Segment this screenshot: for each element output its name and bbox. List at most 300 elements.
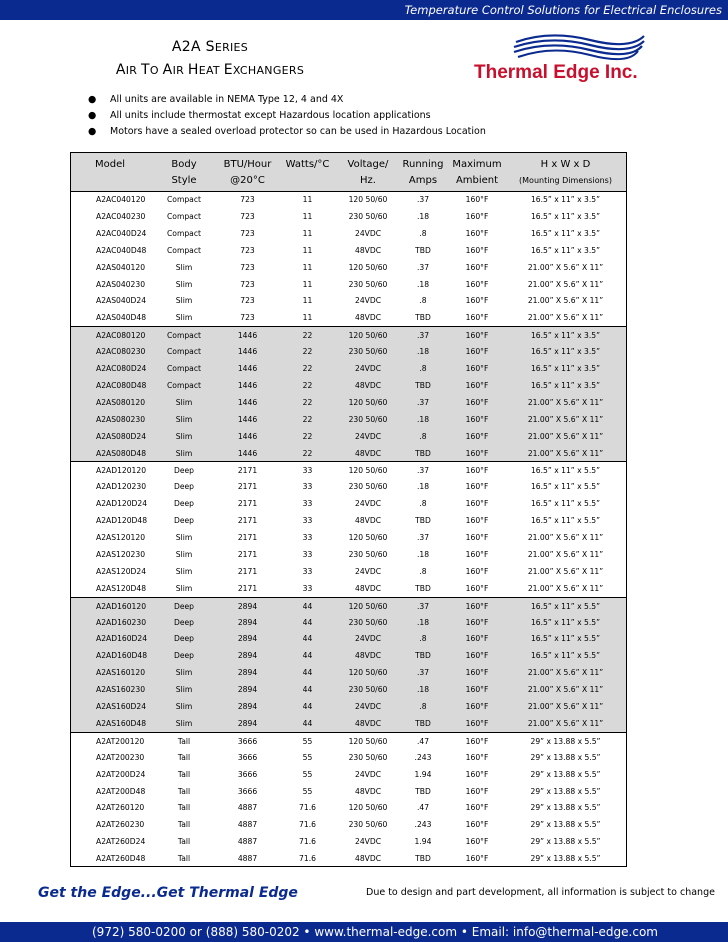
cell-amps: .18 xyxy=(416,414,430,424)
cell-voltage: 24VDC xyxy=(354,364,381,373)
cell-body-style: Tall xyxy=(177,854,191,864)
table-row xyxy=(71,208,626,225)
cell-amps: 1.94 xyxy=(414,769,432,779)
cell-voltage: 48VDC xyxy=(354,786,381,796)
cell-dimensions: 16.5” x 11” x 3.5” xyxy=(530,228,601,238)
cell-dimensions: 29” x 13.88 x 5.5” xyxy=(530,736,601,746)
cell-ambient: 160°F xyxy=(465,331,489,341)
cell-voltage: 120 50/60 xyxy=(348,601,388,611)
cell-model: A2AS120D24 xyxy=(96,566,147,576)
cell-amps: .8 xyxy=(419,499,427,509)
cell-ambient: 160°F xyxy=(465,601,489,611)
cell-dimensions: 16.5” x 11” x 5.5” xyxy=(530,466,601,476)
cell-watts: 33 xyxy=(302,482,313,492)
cell-dimensions: 16.5” x 11” x 3.5” xyxy=(530,331,601,341)
table-row xyxy=(71,360,626,377)
cell-body-style: Slim xyxy=(175,279,193,289)
cell-voltage: 120 50/60 xyxy=(348,397,388,407)
cell-body-style: Slim xyxy=(175,583,193,593)
cell-amps: .37 xyxy=(416,533,430,542)
cell-model: A2AS160230 xyxy=(96,685,146,695)
cell-body-style: Slim xyxy=(175,533,193,542)
cell-voltage: 48VDC xyxy=(354,854,381,864)
cell-btu: 723 xyxy=(240,245,255,255)
cell-btu: 2171 xyxy=(237,566,258,576)
cell-voltage: 24VDC xyxy=(354,228,381,238)
cell-btu: 2894 xyxy=(237,685,258,695)
cell-btu: 723 xyxy=(240,279,255,289)
bullet-icon: ● xyxy=(88,94,97,105)
cell-ambient: 160°F xyxy=(465,211,489,221)
table-row xyxy=(71,681,626,698)
cell-model: A2AC040230 xyxy=(96,211,146,221)
cell-amps: .37 xyxy=(416,397,430,407)
cell-dimensions: 21.00” X 5.6” X 11” xyxy=(527,414,604,424)
cell-model: A2AC040D48 xyxy=(96,245,147,255)
cell-btu: 723 xyxy=(240,228,255,238)
list-item: ● All units are available in NEMA Type 12, 4 and 4X xyxy=(88,92,486,108)
cell-voltage: 230 50/60 xyxy=(348,752,388,762)
cell-body-style: Slim xyxy=(175,668,193,678)
cell-watts: 71.6 xyxy=(299,820,316,830)
cell-watts: 71.6 xyxy=(299,837,316,847)
cell-voltage: 24VDC xyxy=(354,634,381,644)
cell-amps: .18 xyxy=(416,279,430,289)
cell-voltage: 230 50/60 xyxy=(348,347,388,357)
spec-table xyxy=(70,152,627,867)
contact-bar xyxy=(0,922,728,942)
cell-btu: 723 xyxy=(240,211,255,221)
cell-voltage: 24VDC xyxy=(354,499,381,509)
title-line-1: A2A SERIES xyxy=(171,39,249,55)
cell-model: A2AS120230 xyxy=(96,549,146,559)
cell-watts: 22 xyxy=(302,331,313,341)
cell-ambient: 160°F xyxy=(465,617,489,627)
cell-watts: 44 xyxy=(302,634,313,644)
cell-amps: TBD xyxy=(415,583,431,593)
cell-ambient: 160°F xyxy=(465,752,489,762)
cell-ambient: 160°F xyxy=(465,397,489,407)
cell-ambient: 160°F xyxy=(465,566,489,576)
cell-dimensions: 21.00” X 5.6” X 11” xyxy=(527,549,604,559)
cell-model: A2AS120120 xyxy=(96,533,146,542)
cell-model: A2AS080D24 xyxy=(96,431,147,441)
cell-amps: TBD xyxy=(415,448,431,458)
cell-watts: 33 xyxy=(302,516,313,526)
table-row xyxy=(71,478,626,495)
cell-ambient: 160°F xyxy=(465,296,489,306)
cell-ambient: 160°F xyxy=(465,380,489,390)
cell-dimensions: 21.00” X 5.6” X 11” xyxy=(527,702,604,711)
header-amps: Running Amps xyxy=(402,159,444,186)
cell-model: A2AT200D48 xyxy=(96,786,146,796)
table-row xyxy=(71,546,626,563)
cell-amps: .18 xyxy=(416,685,430,695)
cell-watts: 22 xyxy=(302,364,313,373)
cell-amps: TBD xyxy=(415,854,431,864)
header-voltage: Voltage/ Hz. xyxy=(347,159,389,186)
cell-model: A2AS080230 xyxy=(96,414,146,424)
table-row xyxy=(71,428,626,445)
cell-watts: 11 xyxy=(302,279,313,289)
table-row xyxy=(71,614,626,631)
cell-body-style: Tall xyxy=(177,736,191,746)
cell-model: A2AT260D24 xyxy=(96,837,146,847)
table-row xyxy=(71,309,626,326)
cell-dimensions: 21.00” X 5.6” X 11” xyxy=(527,279,604,289)
table-row xyxy=(71,326,626,344)
cell-watts: 44 xyxy=(302,718,313,728)
table-row xyxy=(71,529,626,546)
feature-list xyxy=(88,92,486,140)
cell-watts: 33 xyxy=(302,583,313,593)
cell-ambient: 160°F xyxy=(465,414,489,424)
cell-amps: .18 xyxy=(416,617,430,627)
cell-btu: 2171 xyxy=(237,549,258,559)
table-row xyxy=(71,259,626,276)
cell-amps: .8 xyxy=(419,228,427,238)
cell-dimensions: 29” x 13.88 x 5.5” xyxy=(530,854,601,864)
cell-dimensions: 29” x 13.88 x 5.5” xyxy=(530,769,601,779)
cell-voltage: 120 50/60 xyxy=(348,195,388,204)
cell-voltage: 120 50/60 xyxy=(348,803,388,813)
cell-body-style: Tall xyxy=(177,803,191,813)
cell-body-style: Tall xyxy=(177,820,191,830)
cell-amps: TBD xyxy=(415,516,431,526)
cell-ambient: 160°F xyxy=(465,820,489,830)
cell-body-style: Slim xyxy=(175,262,193,272)
cell-watts: 11 xyxy=(302,262,313,272)
series-title xyxy=(100,36,320,82)
cell-btu: 3666 xyxy=(237,736,258,746)
cell-watts: 33 xyxy=(302,533,313,542)
bullet-icon: ● xyxy=(88,126,97,137)
table-row xyxy=(71,580,626,597)
cell-watts: 55 xyxy=(302,786,313,796)
cell-model: A2AD120D24 xyxy=(96,499,148,509)
cell-model: A2AS120D48 xyxy=(96,583,147,593)
table-row xyxy=(71,512,626,529)
cell-ambient: 160°F xyxy=(465,736,489,746)
cell-dimensions: 21.00” X 5.6” X 11” xyxy=(527,668,604,678)
cell-voltage: 24VDC xyxy=(354,769,381,779)
cell-ambient: 160°F xyxy=(465,516,489,526)
cell-watts: 71.6 xyxy=(299,854,316,864)
title-line-2: AIR TO AIR HEAT EXCHANGERS xyxy=(115,62,305,78)
cell-body-style: Slim xyxy=(175,566,193,576)
cell-dimensions: 16.5” x 11” x 5.5” xyxy=(530,651,601,661)
cell-btu: 2894 xyxy=(237,617,258,627)
cell-amps: 1.94 xyxy=(414,837,432,847)
cell-btu: 2171 xyxy=(237,583,258,593)
cell-btu: 2894 xyxy=(237,651,258,661)
table-row xyxy=(71,242,626,259)
cell-btu: 3666 xyxy=(237,752,258,762)
cell-voltage: 120 50/60 xyxy=(348,668,388,678)
cell-amps: .18 xyxy=(416,482,430,492)
cell-voltage: 230 50/60 xyxy=(348,685,388,695)
cell-model: A2AD120D48 xyxy=(96,516,148,526)
cell-btu: 1446 xyxy=(237,414,258,424)
table-row xyxy=(71,445,626,462)
cell-model: A2AD160D24 xyxy=(96,634,148,644)
cell-watts: 44 xyxy=(302,651,313,661)
table-row xyxy=(71,563,626,580)
cell-dimensions: 21.00” X 5.6” X 11” xyxy=(527,397,604,407)
cell-body-style: Compact xyxy=(167,331,201,341)
cell-body-style: Compact xyxy=(167,245,201,255)
cell-btu: 2171 xyxy=(237,516,258,526)
tagline: Temperature Control Solutions for Electrical Enclosures xyxy=(404,3,722,17)
cell-body-style: Slim xyxy=(175,313,193,323)
cell-ambient: 160°F xyxy=(465,583,489,593)
logo-text: Thermal Edge Inc. xyxy=(474,62,638,83)
cell-btu: 2894 xyxy=(237,718,258,728)
cell-voltage: 120 50/60 xyxy=(348,262,388,272)
cell-body-style: Compact xyxy=(167,347,201,357)
cell-ambient: 160°F xyxy=(465,549,489,559)
cell-voltage: 230 50/60 xyxy=(348,279,388,289)
cell-watts: 11 xyxy=(302,245,313,255)
header-ambient: Maximum Ambient xyxy=(452,159,502,186)
cell-watts: 55 xyxy=(302,736,313,746)
cell-dimensions: 21.00” X 5.6” X 11” xyxy=(527,448,604,458)
cell-ambient: 160°F xyxy=(465,786,489,796)
cell-btu: 3666 xyxy=(237,786,258,796)
cell-btu: 2894 xyxy=(237,668,258,678)
cell-amps: .18 xyxy=(416,347,430,357)
cell-btu: 723 xyxy=(240,262,255,272)
cell-model: A2AS080120 xyxy=(96,397,146,407)
table-header xyxy=(71,153,626,192)
cell-dimensions: 21.00” X 5.6” X 11” xyxy=(527,296,604,306)
table-row xyxy=(71,276,626,293)
cell-amps: .8 xyxy=(419,296,427,306)
cell-amps: .37 xyxy=(416,601,430,611)
cell-amps: .37 xyxy=(416,331,430,341)
cell-amps: TBD xyxy=(415,380,431,390)
cell-dimensions: 21.00” X 5.6” X 11” xyxy=(527,533,604,542)
cell-model: A2AC080230 xyxy=(96,347,146,357)
cell-dimensions: 16.5” x 11” x 5.5” xyxy=(530,516,601,526)
disclaimer: Due to design and part development, all information is subject to change xyxy=(366,887,715,898)
cell-voltage: 24VDC xyxy=(354,837,381,847)
cell-voltage: 120 50/60 xyxy=(348,331,388,341)
cell-watts: 33 xyxy=(302,499,313,509)
cell-btu: 2894 xyxy=(237,634,258,644)
cell-ambient: 160°F xyxy=(465,718,489,728)
cell-body-style: Deep xyxy=(173,617,194,627)
cell-watts: 11 xyxy=(302,313,313,323)
cell-body-style: Slim xyxy=(175,296,193,306)
cell-ambient: 160°F xyxy=(465,668,489,678)
cell-btu: 2171 xyxy=(237,499,258,509)
cell-ambient: 160°F xyxy=(465,313,489,323)
cell-ambient: 160°F xyxy=(465,482,489,492)
cell-model: A2AC080D48 xyxy=(96,380,147,390)
cell-dimensions: 21.00” X 5.6” X 11” xyxy=(527,566,604,576)
cell-watts: 71.6 xyxy=(299,803,316,813)
cell-voltage: 230 50/60 xyxy=(348,820,388,830)
cell-dimensions: 16.5” x 11” x 5.5” xyxy=(530,482,601,492)
cell-dimensions: 16.5” x 11” x 3.5” xyxy=(530,364,601,373)
cell-amps: TBD xyxy=(415,718,431,728)
cell-body-style: Slim xyxy=(175,414,193,424)
cell-btu: 4887 xyxy=(237,803,258,813)
cell-amps: TBD xyxy=(415,313,431,323)
cell-dimensions: 16.5” x 11” x 5.5” xyxy=(530,634,601,644)
cell-ambient: 160°F xyxy=(465,651,489,661)
cell-ambient: 160°F xyxy=(465,262,489,272)
cell-dimensions: 16.5” x 11” x 3.5” xyxy=(530,211,601,221)
cell-watts: 11 xyxy=(302,195,313,204)
table-row xyxy=(71,597,626,615)
cell-ambient: 160°F xyxy=(465,837,489,847)
table-row xyxy=(71,732,626,750)
cell-btu: 3666 xyxy=(237,769,258,779)
header-btu: BTU/Hour @20°C xyxy=(223,159,272,186)
table-row xyxy=(71,816,626,833)
cell-watts: 22 xyxy=(302,448,313,458)
cell-btu: 2171 xyxy=(237,533,258,542)
cell-body-style: Tall xyxy=(177,786,191,796)
cell-amps: .243 xyxy=(414,752,432,762)
cell-dimensions: 21.00” X 5.6” X 11” xyxy=(527,583,604,593)
cell-ambient: 160°F xyxy=(465,466,489,476)
cell-voltage: 230 50/60 xyxy=(348,549,388,559)
cell-body-style: Compact xyxy=(167,195,201,204)
cell-watts: 22 xyxy=(302,431,313,441)
cell-ambient: 160°F xyxy=(465,228,489,238)
cell-dimensions: 29” x 13.88 x 5.5” xyxy=(530,752,601,762)
cell-body-style: Slim xyxy=(175,702,193,711)
cell-body-style: Slim xyxy=(175,448,193,458)
cell-body-style: Deep xyxy=(173,601,194,611)
cell-voltage: 230 50/60 xyxy=(348,414,388,424)
cell-voltage: 24VDC xyxy=(354,702,381,711)
cell-ambient: 160°F xyxy=(465,702,489,711)
cell-model: A2AD160120 xyxy=(96,601,147,611)
cell-model: A2AD120230 xyxy=(96,482,147,492)
cell-body-style: Tall xyxy=(177,837,191,847)
cell-ambient: 160°F xyxy=(465,803,489,813)
table-row xyxy=(71,850,626,867)
cell-body-style: Deep xyxy=(173,466,194,476)
cell-voltage: 48VDC xyxy=(354,516,381,526)
cell-model: A2AT260D48 xyxy=(96,854,146,864)
cell-body-style: Slim xyxy=(175,685,193,695)
cell-model: A2AS040D48 xyxy=(96,313,147,323)
cell-dimensions: 16.5” x 11” x 5.5” xyxy=(530,499,601,509)
cell-voltage: 48VDC xyxy=(354,245,381,255)
cell-amps: .243 xyxy=(414,820,432,830)
cell-watts: 44 xyxy=(302,685,313,695)
table-row xyxy=(71,799,626,816)
cell-btu: 4887 xyxy=(237,820,258,830)
cell-watts: 44 xyxy=(302,702,313,711)
cell-model: A2AS160D24 xyxy=(96,702,147,711)
cell-btu: 1446 xyxy=(237,397,258,407)
table-row xyxy=(71,647,626,664)
cell-btu: 1446 xyxy=(237,364,258,373)
cell-ambient: 160°F xyxy=(465,499,489,509)
header-body-style: Body Style xyxy=(171,159,197,186)
table-row xyxy=(71,461,626,479)
table-row xyxy=(71,292,626,309)
cell-amps: .47 xyxy=(416,803,430,813)
cell-ambient: 160°F xyxy=(465,634,489,644)
cell-voltage: 24VDC xyxy=(354,431,381,441)
cell-body-style: Compact xyxy=(167,364,201,373)
table-row xyxy=(71,377,626,394)
cell-model: A2AT260230 xyxy=(96,820,145,830)
cell-ambient: 160°F xyxy=(465,364,489,373)
cell-btu: 4887 xyxy=(237,837,258,847)
cell-body-style: Tall xyxy=(177,769,191,779)
table-row xyxy=(71,411,626,428)
cell-body-style: Deep xyxy=(173,634,194,644)
cell-voltage: 48VDC xyxy=(354,718,381,728)
cell-voltage: 120 50/60 xyxy=(348,736,388,746)
cell-amps: .8 xyxy=(419,634,427,644)
cell-amps: .37 xyxy=(416,262,430,272)
list-item: ● Motors have a sealed overload protector so can be used in Hazardous Location xyxy=(88,124,486,140)
cell-body-style: Compact xyxy=(167,211,201,221)
cell-dimensions: 21.00” X 5.6” X 11” xyxy=(527,262,604,272)
cell-amps: .37 xyxy=(416,195,430,204)
cell-body-style: Slim xyxy=(175,397,193,407)
top-banner xyxy=(0,0,728,20)
cell-ambient: 160°F xyxy=(465,854,489,864)
cell-watts: 22 xyxy=(302,347,313,357)
cell-body-style: Slim xyxy=(175,549,193,559)
cell-watts: 22 xyxy=(302,414,313,424)
cell-btu: 2171 xyxy=(237,482,258,492)
cell-amps: .8 xyxy=(419,364,427,373)
cell-amps: .8 xyxy=(419,431,427,441)
cell-model: A2AD120120 xyxy=(96,466,147,476)
cell-amps: TBD xyxy=(415,651,431,661)
cell-btu: 1446 xyxy=(237,380,258,390)
table-row xyxy=(71,833,626,850)
cell-voltage: 48VDC xyxy=(354,583,381,593)
cell-model: A2AS040230 xyxy=(96,279,146,289)
cell-voltage: 230 50/60 xyxy=(348,617,388,627)
cell-dimensions: 21.00” X 5.6” X 11” xyxy=(527,685,604,695)
cell-voltage: 48VDC xyxy=(354,448,381,458)
cell-model: A2AS040120 xyxy=(96,262,146,272)
table-row xyxy=(71,225,626,242)
cell-btu: 723 xyxy=(240,296,255,306)
cell-watts: 22 xyxy=(302,397,313,407)
cell-dimensions: 21.00” X 5.6” X 11” xyxy=(527,431,604,441)
table-row xyxy=(71,191,626,208)
table-row xyxy=(71,394,626,411)
header-watts: Watts/°C xyxy=(285,159,330,170)
table-row xyxy=(71,783,626,800)
cell-dimensions: 29” x 13.88 x 5.5” xyxy=(530,803,601,813)
cell-body-style: Slim xyxy=(175,718,193,728)
cell-amps: TBD xyxy=(415,786,431,796)
cell-amps: TBD xyxy=(415,245,431,255)
cell-ambient: 160°F xyxy=(465,685,489,695)
cell-model: A2AS040D24 xyxy=(96,296,147,306)
cell-watts: 33 xyxy=(302,566,313,576)
table-row xyxy=(71,343,626,360)
table-row xyxy=(71,495,626,512)
table-row xyxy=(71,766,626,783)
cell-body-style: Compact xyxy=(167,228,201,238)
